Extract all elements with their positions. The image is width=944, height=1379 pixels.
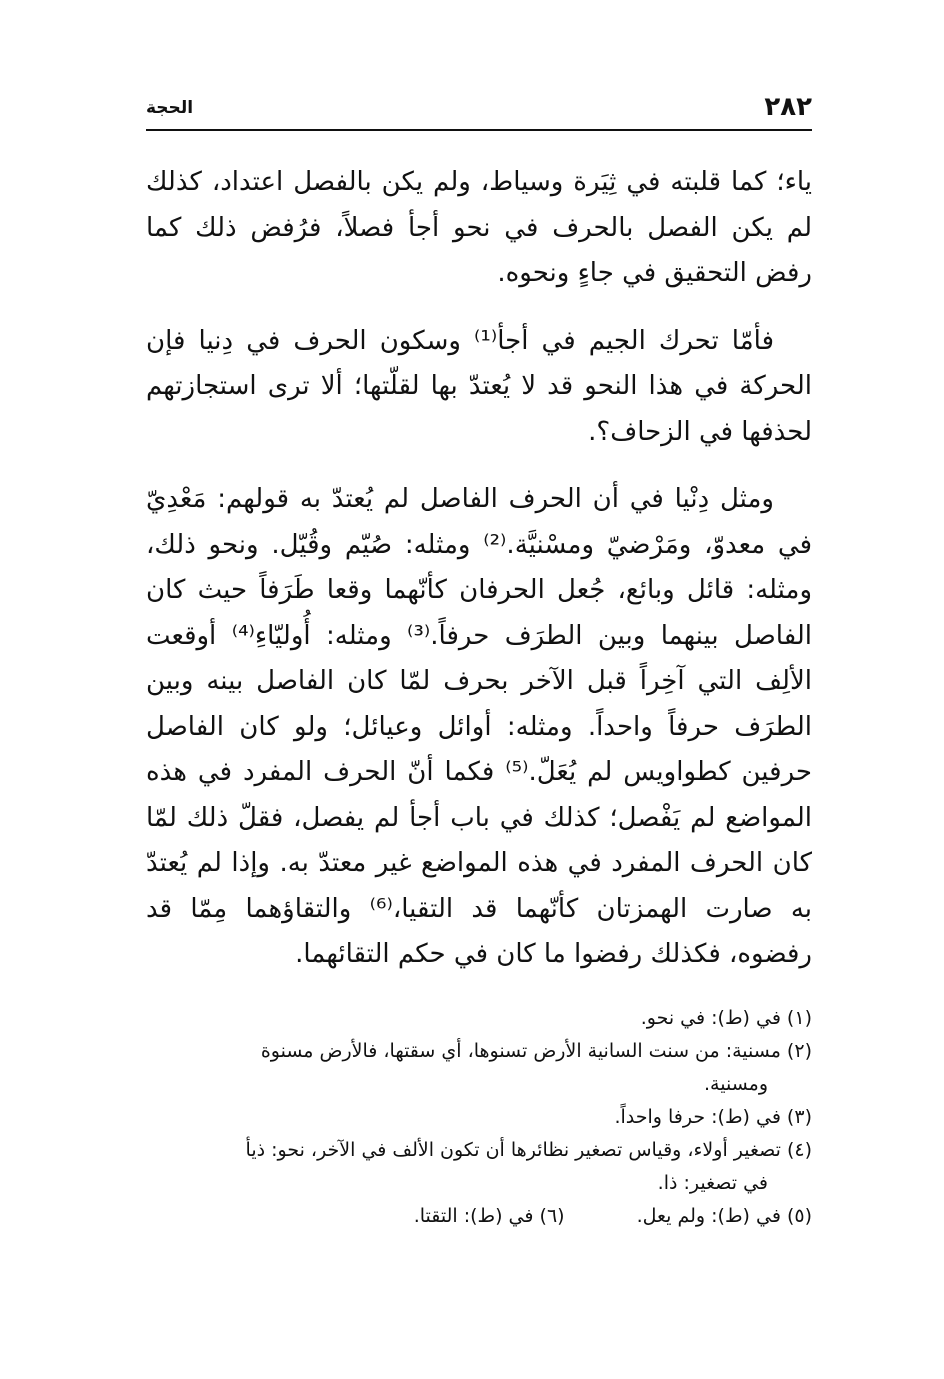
paragraph: ياء؛ كما قلبته في ثِيَرة وسياط، ولم يكن بالفصل اعتداد، كذلك لم يكن الفصل بالحرف في نحو أجأ فصلاً، فرُفض ذلك كما رفض التحقيق في جاءٍ ونحوه. [146,167,812,288]
footnote-continuation: في تصغير: ذا. [657,1172,768,1194]
footnote-1 [146,1002,812,1035]
footnote-4 [146,1134,812,1200]
footnote-text: (٣) في (ط): حرفا واحداً. [614,1106,812,1128]
footnote-5: (٥) في (ط): ولم يعل. [636,1205,812,1227]
footnote-text: (٢) مسنية: من سنت السانية الأرض تسنوها، أي سقتها، فالأرض مسنوة [260,1040,812,1062]
footnote-3 [146,1101,812,1134]
paragraph: فأمّا تحرك الجيم في أجأ⁽¹⁾ وسكون الحرف في دِنيا فإن الحركة في هذا النحو قد لا يُعتدّ بها لقلّتها؛ ألا ترى استجازتهم لحذفها في الزحاف؟. [146,325,812,447]
main-text [146,160,812,978]
footnote-text: (٤) تصغير أولاء، وقياس تصغير نظائرها أن تكون الألف في الآخر، نحو: ذيأ [245,1139,812,1161]
footnote-row [146,1200,812,1233]
footnotes [146,1002,812,1233]
footnote-6: (٦) في (ط): التقتا. [413,1205,565,1227]
footnote-2 [146,1035,812,1101]
running-header [146,92,812,128]
footnote-continuation: ومسنية. [704,1073,768,1095]
paragraph: ومثل دِنْيا في أن الحرف الفاصل لم يُعتدّ به قولهم: مَعْدِيّ في معدوّ، ومَرْضيّ ومسْنيَّة.⁽²⁾ ومثله: صُيّم وقُيّل. ونحو ذلك، ومثله: قائل وبائع، جُعل الحرفان كأنّهما وقعا طَرَفاً حيث كان الفاصل بينهما وبين الطرَف حرفاً.⁽³⁾ ومثله: أُوليّاءِ⁽⁴⁾ أوقعت الألِف التي آخِراً قبل الآخر بحرف لمّا كان الفاصل بينه وبين الطرَف حرفاً واحداً. ومثله: أوائل وعيائل؛ ولو كان الفاصل حرفين كطواويس لم يُعَلّ.⁽⁵⁾ فكما أنّ الحرف المفرد في هذه المواضع لم يَفْصل؛ كذلك في باب أجأ لم يفصل، فقلّ ذلك لمّا كان الحرف المفرد في هذه المواضع غير معتدّ به. وإذا لم يُعتدّ به صارت الهمزتان كأنّهما قد التقيا،⁽⁶⁾ والتقاؤهما مِمّا قد رفضوه، فكذلك رفضوا ما كان في حكم التقائهما. [146,484,812,969]
page-number: ٢٨٢ [764,92,812,122]
header-divider [146,129,812,131]
chapter-title: الحجة [146,98,194,118]
footnote-text: (١) في (ط): في نحو. [640,1007,812,1029]
